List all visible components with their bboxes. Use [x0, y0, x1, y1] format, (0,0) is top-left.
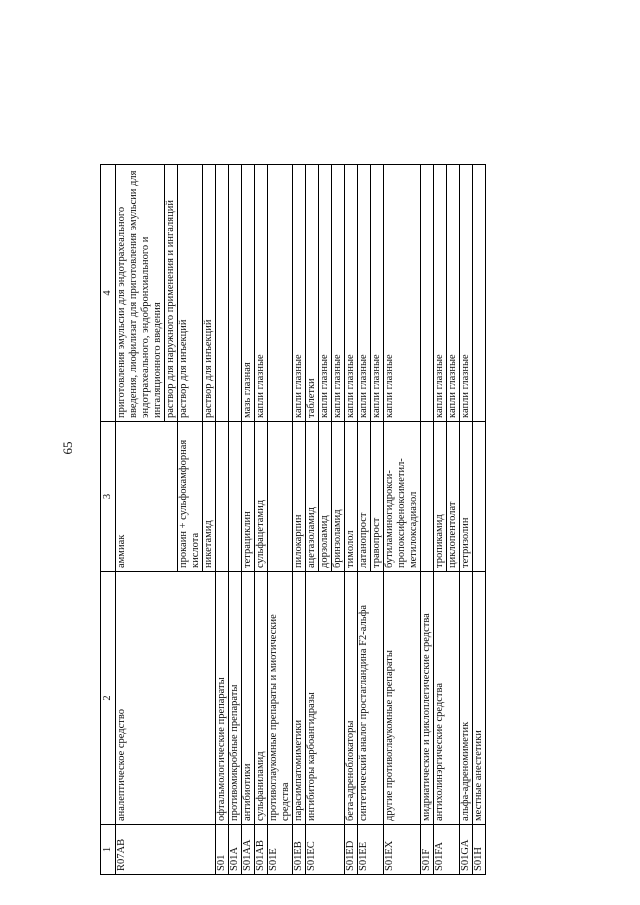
- dosage-form-cell: [216, 165, 229, 422]
- dosage-form-cell: раствор для наружного применения и ингаляций: [165, 165, 178, 422]
- drug-name-cell: тропикамид: [434, 422, 447, 572]
- dosage-form-cell: капли глазные: [345, 165, 358, 422]
- table-row: [216, 165, 229, 875]
- table-row: [421, 165, 434, 875]
- dosage-form-cell: [229, 165, 242, 422]
- rotated-page: [100, 165, 585, 875]
- group-name-cell: бета-адреноблокаторы: [345, 572, 358, 825]
- drug-name-cell: [473, 422, 486, 572]
- group-name-cell: мидриатические и циклоплегические средства: [421, 572, 434, 825]
- group-name-cell: ингибиторы карбоангидразы: [306, 572, 345, 825]
- drug-name-cell: никетамид: [203, 422, 216, 572]
- group-name-cell: антихолинэргические средства: [434, 572, 460, 825]
- table-row: [358, 165, 371, 875]
- drug-name-cell: [421, 422, 434, 572]
- dosage-form-cell: мазь глазная: [242, 165, 255, 422]
- dosage-form-cell: капли глазные: [460, 165, 473, 422]
- atc-code-cell: S01EC: [306, 825, 345, 875]
- drug-name-cell: тимолол: [345, 422, 358, 572]
- atc-code-cell: S01EX: [384, 825, 421, 875]
- group-name-cell: альфа-адреномиметик: [460, 572, 473, 825]
- dosage-form-cell: [473, 165, 486, 422]
- dosage-form-cell: капли глазные: [319, 165, 332, 422]
- drug-name-cell: тетризолин: [460, 422, 473, 572]
- drug-name-cell: бринзоламид: [332, 422, 345, 572]
- group-name-cell: антибиотики: [242, 572, 255, 825]
- header-col-1: 1: [101, 825, 116, 875]
- group-name-cell: офтальмологические препараты: [216, 572, 229, 825]
- drug-name-cell: травопрост: [371, 422, 384, 572]
- drug-name-cell: латанопрост: [358, 422, 371, 572]
- atc-code-cell: S01A: [229, 825, 242, 875]
- dosage-form-cell: [421, 165, 434, 422]
- table-row: [306, 165, 319, 875]
- header-col-4: 4: [101, 165, 116, 422]
- header-col-2: 2: [101, 572, 116, 825]
- atc-code-cell: S01: [216, 825, 229, 875]
- dosage-form-cell: капли глазные: [293, 165, 306, 422]
- drug-name-cell: [229, 422, 242, 572]
- dosage-form-cell: капли глазные: [332, 165, 345, 422]
- atc-code-cell: S01EB: [293, 825, 306, 875]
- group-name-cell: противомикробные препараты: [229, 572, 242, 825]
- table-row: [460, 165, 473, 875]
- dosage-form-cell: капли глазные: [371, 165, 384, 422]
- dosage-form-cell: раствор для инъекций: [203, 165, 216, 422]
- group-name-cell: парасимпатомиметики: [293, 572, 306, 825]
- group-name-cell: противоглаукомные препараты и миотические средства: [268, 572, 293, 825]
- table-row: [268, 165, 293, 875]
- drug-name-cell: сульфацетамид: [255, 422, 268, 572]
- drug-name-cell: пилокарпин: [293, 422, 306, 572]
- header-col-3: 3: [101, 422, 116, 572]
- table-row: [345, 165, 358, 875]
- atc-code-cell: S01H: [473, 825, 486, 875]
- table-row: [116, 165, 165, 875]
- group-name-cell: другие противоглаукомные препараты: [384, 572, 421, 825]
- atc-code-cell: S01GA: [460, 825, 473, 875]
- dosage-form-cell: капли глазные: [447, 165, 460, 422]
- atc-code-cell: S01E: [268, 825, 293, 875]
- dosage-form-cell: капли глазные: [384, 165, 421, 422]
- drug-name-cell: дорзоламид: [319, 422, 332, 572]
- table-row: [434, 165, 447, 875]
- page-number: 65: [60, 441, 75, 455]
- atc-code-cell: S01AB: [255, 825, 268, 875]
- dosage-form-cell: приготовления эмульсии для эндотрахеального введения, лиофилизат для приготовления эмульсии для эндотрахеального, эндобронхиального и ингаляционного введения: [116, 165, 165, 422]
- table-row: [229, 165, 242, 875]
- dosage-form-cell: раствор для инъекций: [178, 165, 203, 422]
- drug-name-cell: аммиак: [116, 422, 178, 572]
- table-row: [384, 165, 421, 875]
- drug-name-cell: [268, 422, 293, 572]
- drug-table: [100, 164, 486, 875]
- drug-name-cell: [216, 422, 229, 572]
- atc-code-cell: S01ED: [345, 825, 358, 875]
- table-row: [242, 165, 255, 875]
- table-body: [116, 165, 486, 875]
- dosage-form-cell: капли глазные: [255, 165, 268, 422]
- atc-code-cell: S01EE: [358, 825, 384, 875]
- table-row: [473, 165, 486, 875]
- dosage-form-cell: [268, 165, 293, 422]
- drug-name-cell: ацетазоламид: [306, 422, 319, 572]
- dosage-form-cell: таблетки: [306, 165, 319, 422]
- group-name-cell: сульфаниламид: [255, 572, 268, 825]
- drug-name-cell: тетрациклин: [242, 422, 255, 572]
- atc-code-cell: S01F: [421, 825, 434, 875]
- drug-name-cell: бутиламиногидрокси-пропоксифеноксиметил-метилоксадиазол: [384, 422, 421, 572]
- dosage-form-cell: капли глазные: [434, 165, 447, 422]
- group-name-cell: местные анестетики: [473, 572, 486, 825]
- atc-code-cell: S01FA: [434, 825, 460, 875]
- drug-name-cell: циклопентолат: [447, 422, 460, 572]
- table-header-row: [101, 165, 116, 875]
- dosage-form-cell: капли глазные: [358, 165, 371, 422]
- table-row: [255, 165, 268, 875]
- group-name-cell: аналептическое средство: [116, 572, 216, 825]
- table-row: [293, 165, 306, 875]
- drug-name-cell: прокаин + сульфокамфорная кислота: [178, 422, 203, 572]
- group-name-cell: синтетический аналог простагландина F2-альфа: [358, 572, 384, 825]
- atc-code-cell: S01AA: [242, 825, 255, 875]
- atc-code-cell: R07AB: [116, 825, 216, 875]
